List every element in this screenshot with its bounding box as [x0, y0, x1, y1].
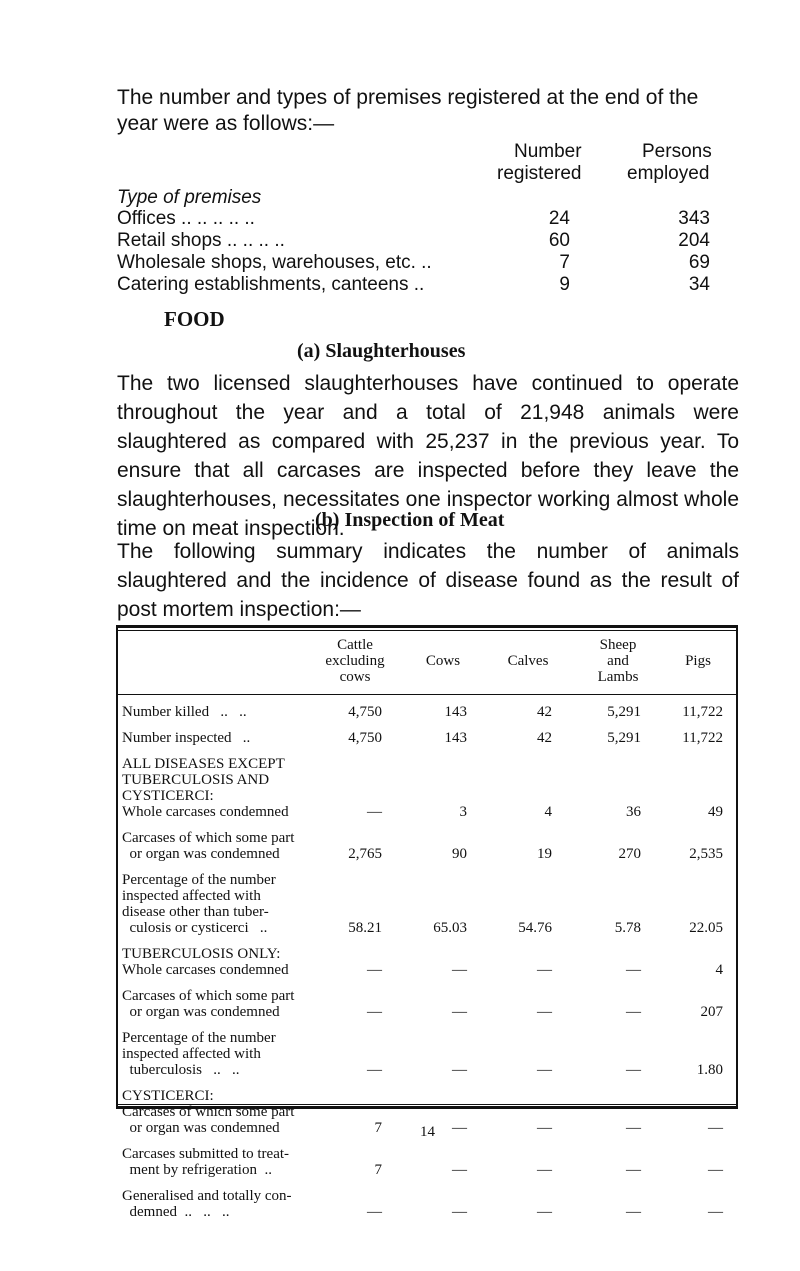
premises-row-persons: 69 [688, 252, 710, 273]
cell-value: 42 [537, 704, 552, 720]
type-of-premises-heading: Type of premises [117, 187, 262, 208]
page-number: 14 [420, 1124, 435, 1140]
cell-value: 143 [444, 730, 467, 746]
column-header: Cows [425, 653, 461, 669]
cell-value: — [537, 1120, 552, 1136]
cell-value: 207 [700, 1004, 723, 1020]
row-label: Carcases submitted to treat- [122, 1146, 290, 1162]
column-header: excluding [325, 653, 385, 669]
header-rule [118, 694, 736, 695]
cell-value: — [626, 962, 641, 978]
premises-row-persons: 34 [688, 274, 710, 295]
premises-row-number: 9 [559, 274, 570, 295]
cell-value: 5,291 [607, 704, 641, 720]
table-border-top-inner [116, 630, 738, 631]
row-label: demned .. .. .. [122, 1204, 230, 1220]
cell-value: — [626, 1004, 641, 1020]
row-label: Carcases of which some part [122, 1104, 295, 1120]
row-label: Percentage of the number [122, 1030, 276, 1046]
row-label: Whole carcases condemned [122, 804, 289, 820]
cell-value: — [708, 1120, 723, 1136]
row-label: Whole carcases condemned [122, 962, 289, 978]
col-header-persons-1: Persons [642, 141, 712, 162]
cell-value: — [537, 962, 552, 978]
cell-value: 49 [708, 804, 723, 820]
row-label: Number inspected .. [122, 730, 251, 746]
cell-value: 65.03 [433, 920, 467, 936]
cell-value: — [626, 1120, 641, 1136]
cell-value: — [537, 1204, 552, 1220]
cell-value: 4 [544, 804, 552, 820]
cell-value: 42 [537, 730, 552, 746]
column-header: cows [339, 669, 371, 685]
row-label: or organ was condemned [122, 846, 280, 862]
col-header-number-2: registered [497, 163, 582, 184]
cell-value: — [452, 1162, 467, 1178]
column-header: Sheep [599, 637, 637, 653]
row-label: or organ was condemned [122, 1120, 280, 1136]
cell-value: 7 [374, 1162, 382, 1178]
inspection-heading: (b) Inspection of Meat [315, 509, 505, 531]
row-label: inspected affected with [122, 1046, 261, 1062]
table-border-right [736, 625, 738, 1109]
cell-value: — [626, 1204, 641, 1220]
cell-value: 3 [459, 804, 467, 820]
row-label: TUBERCULOSIS AND [122, 772, 270, 788]
cell-value: 58.21 [348, 920, 382, 936]
premises-row-label: Offices .. .. .. .. .. [117, 208, 255, 229]
row-label: TUBERCULOSIS ONLY: [122, 946, 281, 962]
cell-value: 5.78 [614, 920, 641, 936]
premises-row-number: 24 [548, 208, 570, 229]
cell-value: — [452, 1062, 467, 1078]
cell-value: 143 [444, 704, 467, 720]
cell-value: — [452, 962, 467, 978]
row-label: disease other than tuber- [122, 904, 269, 920]
cell-value: — [452, 1004, 467, 1020]
col-header-persons-2: employed [627, 163, 710, 184]
cell-value: — [367, 804, 382, 820]
premises-row-persons: 204 [678, 230, 710, 251]
cell-value: 270 [618, 846, 641, 862]
cell-value: — [537, 1162, 552, 1178]
cell-value: — [708, 1204, 723, 1220]
cell-value: 36 [626, 804, 641, 820]
premises-row-persons: 343 [678, 208, 710, 229]
cell-value: — [452, 1120, 467, 1136]
cell-value: 2,535 [689, 846, 723, 862]
row-label: CYSTICERCI: [122, 788, 214, 804]
slaughterhouses-heading: (a) Slaughterhouses [297, 340, 466, 362]
cell-value: 4,750 [348, 704, 382, 720]
intro-line-1: The number and types of premises registered at the end of the [117, 86, 699, 109]
row-label: Carcases of which some part [122, 830, 295, 846]
premises-row-label: Catering establishments, canteens .. [117, 274, 425, 295]
row-label: tuberculosis .. .. [122, 1062, 240, 1078]
column-header: Calves [507, 653, 549, 669]
food-heading: FOOD [164, 307, 225, 331]
cell-value: — [537, 1062, 552, 1078]
cell-value: — [367, 962, 382, 978]
cell-value: 7 [374, 1120, 382, 1136]
cell-value: 5,291 [607, 730, 641, 746]
premises-row-number: 60 [548, 230, 570, 251]
column-header: Lambs [597, 669, 639, 685]
cell-value: 11,722 [682, 730, 723, 746]
cell-value: 19 [537, 846, 552, 862]
cell-value: — [367, 1004, 382, 1020]
row-label: culosis or cysticerci .. [122, 920, 268, 936]
premises-row-number: 7 [559, 252, 570, 273]
table-border-left [116, 625, 118, 1109]
row-label: or organ was condemned [122, 1004, 280, 1020]
row-label: Carcases of which some part [122, 988, 295, 1004]
cell-value: — [626, 1062, 641, 1078]
row-label: CYSTICERCI: [122, 1088, 214, 1104]
cell-value: — [367, 1204, 382, 1220]
col-header-number-1: Number [514, 141, 582, 162]
row-label: inspected affected with [122, 888, 261, 904]
row-label: Percentage of the number [122, 872, 276, 888]
cell-value: — [626, 1162, 641, 1178]
row-label: ment by refrigeration .. [122, 1162, 272, 1178]
cell-value: — [708, 1162, 723, 1178]
column-header: Pigs [685, 653, 711, 669]
cell-value: 54.76 [518, 920, 552, 936]
cell-value: 22.05 [689, 920, 723, 936]
column-header: Cattle [337, 637, 373, 653]
row-label: Number killed .. .. [122, 704, 247, 720]
cell-value: 4,750 [348, 730, 382, 746]
row-label: ALL DISEASES EXCEPT [122, 756, 285, 772]
cell-value: — [452, 1204, 467, 1220]
cell-value: 11,722 [682, 704, 723, 720]
cell-value: 2,765 [348, 846, 382, 862]
row-label: Generalised and totally con- [122, 1188, 292, 1204]
inspection-paragraph: The following summary indicates the number of animals slaughtered and the incidence of disease found as the result of post mortem inspection:— [117, 540, 739, 621]
premises-row-label: Retail shops .. .. .. .. [117, 230, 285, 251]
cell-value: 90 [452, 846, 467, 862]
column-header: and [607, 653, 629, 669]
cell-value: 4 [715, 962, 723, 978]
cell-value: — [367, 1062, 382, 1078]
table-border-top [116, 625, 738, 628]
cell-value: 1.80 [696, 1062, 723, 1078]
cell-value: — [537, 1004, 552, 1020]
intro-line-2: year were as follows:— [117, 112, 335, 135]
slaughterhouses-paragraph: The two licensed slaughterhouses have continued to operate throughout the year and a total of 21,948 animals were slaughtered as compared with 25,237 in the previous year. To ensure that all carcases are inspected before they leave the slaughterhouses, necessitates one inspector working almost whole time on meat inspection. [117, 372, 739, 540]
premises-row-label: Wholesale shops, warehouses, etc. .. [117, 252, 432, 273]
